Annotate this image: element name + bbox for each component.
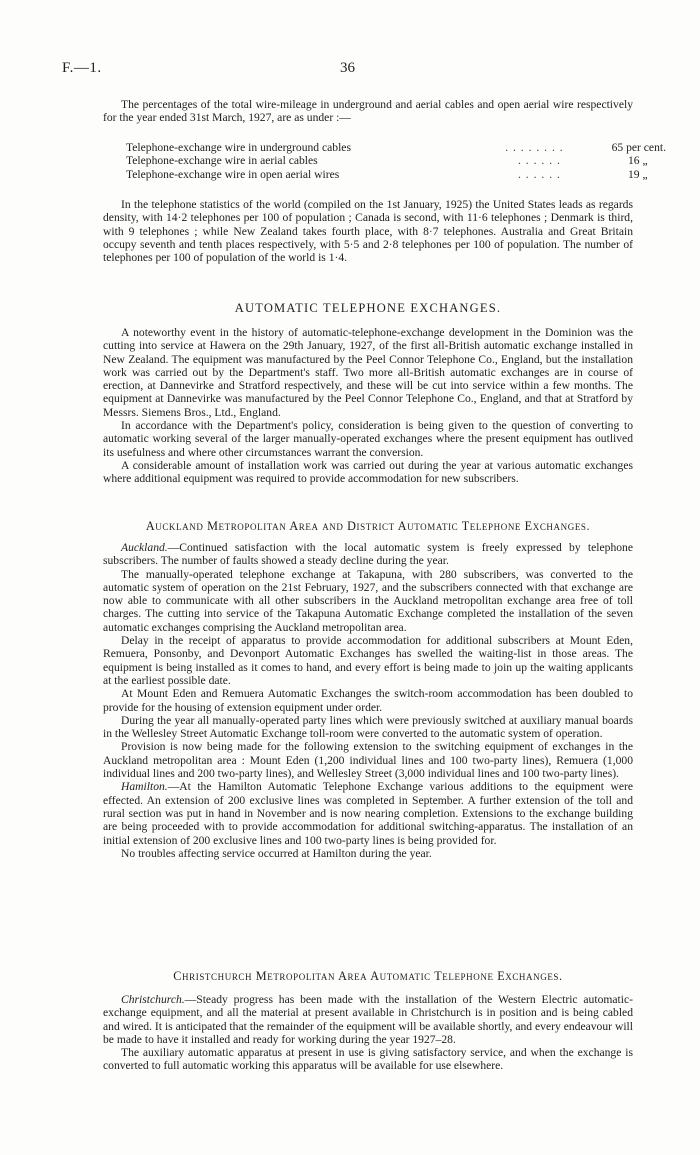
auckland-lead-text: —Continued satisfaction with the local automatic system is freely expressed by telephone subscribers. The number of faults showed a steady decline during the year. bbox=[103, 541, 633, 568]
paragraph: Delay in the receipt of apparatus to provide accommodation for additional subscribers at Mount Eden, Remuera, Ponsonby, and Devonport Automatic Exchanges has swelled the waiting-list in those areas. The equipment is being installed as it comes to hand, and every effort is being made to join up the waiting applicants at the earliest possible date. bbox=[103, 634, 633, 687]
wire-stats-table bbox=[126, 141, 666, 181]
world-stats-paragraph: In the telephone statistics of the world (compiled on the 1st January, 1925) the United States leads as regards density, with 14·2 telephones per 100 of population ; Canada is second, with 11·6 telephones ; Denmark is third, with 9 telephones ; while New Zealand takes fourth place, with 8·7 telephones. Australia and Great Britain occupy seventh and tenth places respectively, with 5·5 and 2·8 telephones per 100 of population. The number of telephones per 100 of population of the world is 1·4. bbox=[103, 198, 633, 265]
page-number: 36 bbox=[340, 60, 355, 76]
stat-value: 65 per cent. bbox=[611, 141, 666, 154]
paragraph: No troubles affecting service occurred at Hamilton during the year. bbox=[121, 846, 432, 860]
auckland-lead-label: Auckland. bbox=[121, 541, 168, 554]
paragraph: A considerable amount of installation work was carried out during the year at various automatic exchanges where additional equipment was required to provide accommodation for new subscribers. bbox=[103, 458, 633, 486]
stat-value: 16 „ bbox=[628, 154, 648, 168]
christchurch-block bbox=[103, 993, 633, 1073]
paragraph: The auxiliary automatic apparatus at present in use is giving satisfactory service, and when the exchange is converted to full automatic working this apparatus will be available for use elsewhere. bbox=[103, 1046, 633, 1073]
paragraph: The manually-operated telephone exchange at Takapuna, with 280 subscribers, was converted to the automatic system of operation on the 21st February, 1927, and the subscribers connected with that exchange are now able to communicate with all other subscribers in the Auckland metropolitan exchange area free of toll charges. The cutting into service of the Takapuna Automatic Exchange completed the installation of the seven automatic exchanges comprising the Auckland metropolitan area. bbox=[103, 567, 633, 634]
automatic-exchanges-block bbox=[103, 326, 633, 486]
auckland-block bbox=[103, 541, 633, 860]
stat-label: Telephone-exchange wire in aerial cables bbox=[126, 154, 318, 168]
auckland-lead-paragraph bbox=[103, 541, 633, 568]
christchurch-lead-label: Christchurch. bbox=[121, 993, 185, 1006]
intro-paragraph: The percentages of the total wire-mileage in underground and aerial cables and open aerial wire respectively for the year ended 31st March, 1927, are as under :— bbox=[103, 98, 633, 125]
stat-leader-dots: . . . . . . bbox=[518, 154, 561, 168]
stat-leader-dots: . . . . . . bbox=[518, 167, 561, 181]
paragraph: A noteworthy event in the history of automatic-telephone-exchange development in the Dominion was the cutting into service at Hawera on the 29th January, 1927, of the first all-British automatic exchange installed in New Zealand. The equipment was manufactured by the Peel Connor Telephone Co., England, but the installation work was carried out by the Department's staff. Two more all-British automatic exchanges are in course of erection, at Dannevirke and Stratford respectively, and these will be cut into service within a few months. The equipment at Dannevirke was manufactured by the Peel Connor Telephone Co., England, and that at Stratford by Messrs. Siemens Bros., Ltd., England. bbox=[103, 326, 633, 419]
hamilton-label: Hamilton. bbox=[121, 780, 168, 794]
intro-block bbox=[103, 98, 633, 125]
stat-row bbox=[126, 168, 666, 181]
hamilton-paragraph bbox=[103, 780, 633, 846]
stat-row bbox=[126, 154, 666, 167]
stat-row bbox=[126, 141, 666, 154]
hamilton-text: —At the Hamilton Automatic Telephone Exchange various additions to the equipment were effected. An extension of 200 exclusive lines was completed in September. A further extension of the toll and rural section was put in hand in November and is now nearing completion. Extensions to the exchange building are being proceeded with to provide accommodation for additional switching-apparatus. The installation of an initial extension of 200 exclusive lines and 100 two-party lines is being provided for. bbox=[103, 780, 633, 847]
auckland-heading: Auckland Metropolitan Area and District Automatic Telephone Exchanges. bbox=[145, 519, 591, 533]
paragraph: During the year all manually-operated party lines which were previously switched at auxiliary manual boards in the Wellesley Street Automatic Exchange toll-room were converted to the automatic system of operation. bbox=[103, 713, 633, 741]
stat-value: 19 „ bbox=[628, 167, 648, 181]
christchurch-heading: Christchurch Metropolitan Area Automatic Telephone Exchanges. bbox=[173, 969, 563, 983]
paragraph: At Mount Eden and Remuera Automatic Exchanges the switch-room accommodation has been doubled to provide for the housing of extension equipment under order. bbox=[103, 687, 633, 714]
world-stats-block bbox=[103, 198, 633, 264]
paragraph: Provision is now being made for the following extension to the switching equipment of exchanges in the Auckland metropolitan area : Mount Eden (1,200 individual lines and 100 two-party lines), Remuera (1,000 individual lines and 200 two-party lines), and Wellesley Street (3,000 individual lines and 100 two-party lines). bbox=[103, 740, 633, 781]
stat-label: Telephone-exchange wire in underground cables bbox=[126, 141, 351, 154]
stat-label: Telephone-exchange wire in open aerial wires bbox=[126, 167, 340, 181]
automatic-exchanges-heading: AUTOMATIC TELEPHONE EXCHANGES. bbox=[234, 301, 502, 315]
christchurch-lead-text: —Steady progress has been made with the installation of the Western Electric automatic-exchange equipment, and all the material at present available in Christchurch is in position and is being cabled and wired. It is anticipated that the remainder of the equipment will be available shortly, and every endeavour will be made to have it installed and ready for working during the year 1927–28. bbox=[103, 993, 633, 1046]
christchurch-lead-paragraph bbox=[103, 993, 633, 1046]
stat-leader-dots: . . . . . . . . bbox=[505, 141, 564, 154]
section-reference: F.—1. bbox=[62, 60, 102, 76]
paragraph: In accordance with the Department's policy, consideration is being given to the question of converting to automatic working several of the larger manually-operated exchanges where the present equipment has outlived its usefulness and where other circumstances warrant the conversion. bbox=[103, 419, 633, 459]
